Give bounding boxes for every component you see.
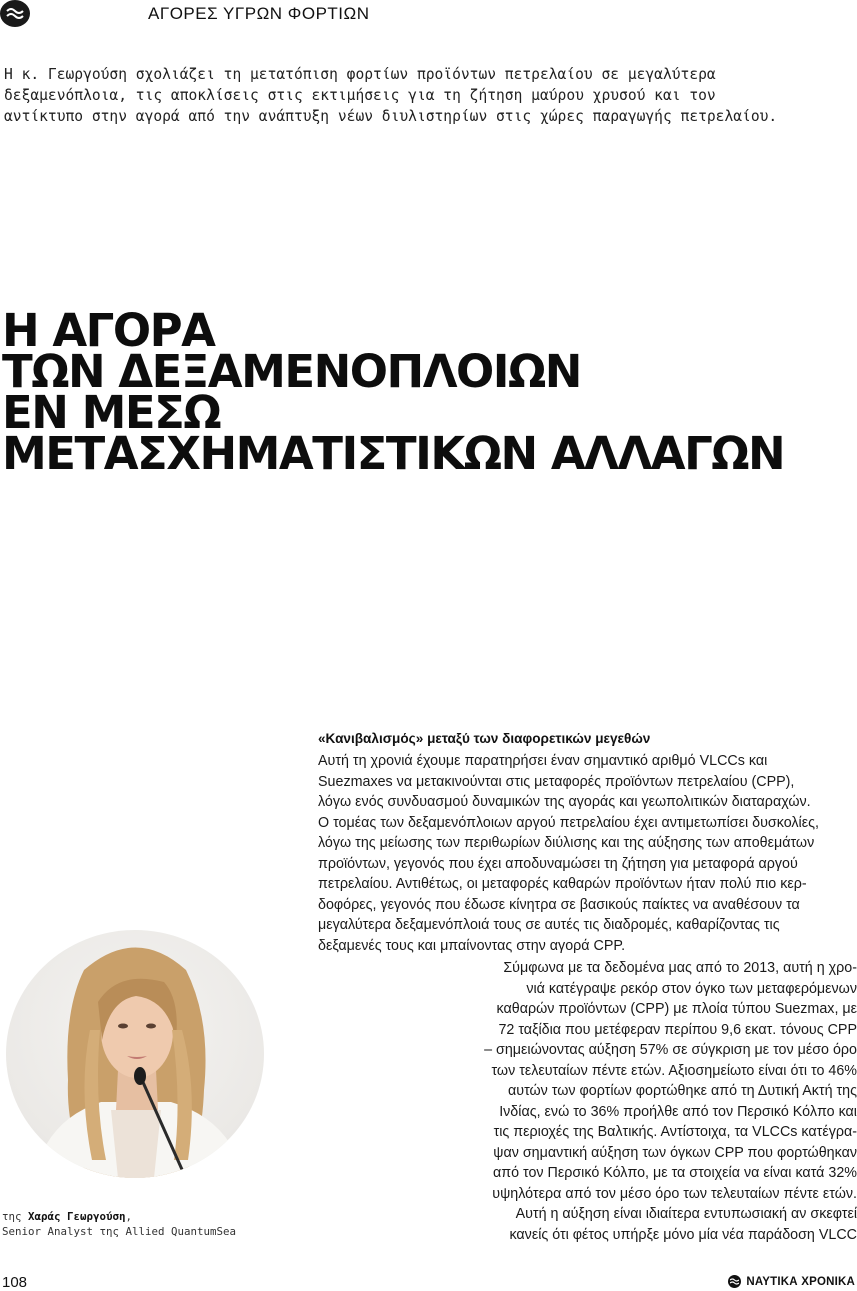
body-line: δεξαμενές τους και μπαίνοντας στην αγορά CPP.: [318, 937, 626, 954]
brand-name: ΝΑΥΤΙΚΑ ΧΡΟΝΙΚΑ: [746, 1275, 855, 1288]
article-subheading: «Κανιβαλισμός» μεταξύ των διαφορετικών μεγεθών: [318, 731, 651, 746]
author-role: Senior Analyst της Allied QuantumSea: [2, 1225, 237, 1238]
body-line: υψηλότερα από τον μέσο όρο των τελευταίων πέντε ετών.: [492, 1185, 857, 1202]
body-line: κανείς ότι φέτος υπήρξε μόνο μία νέα παράδοση VLCC: [509, 1226, 857, 1243]
body-line: 72 ταξίδια που μετέφεραν περίπου 9,6 εκατ. τόνους CPP: [498, 1021, 857, 1038]
body-line: Σύμφωνα με τα δεδομένα μας από το 2013, αυτή η χρο-: [503, 960, 857, 976]
headline-line: ΕΝ ΜΕΣΩ: [2, 386, 221, 439]
page-number: 108: [2, 1274, 28, 1291]
body-line: δοφόρες, γεγονός που έδωσε κίνητρα σε βασικούς παίκτες να αναθέσουν τα: [318, 896, 800, 913]
body-line: από τον Περσικό Κόλπο, με τα στοιχεία να είναι κατά 32%: [492, 1165, 857, 1181]
body-line: ψαν σημαντική αύξηση των όγκων CPP που φορτώθηκαν: [493, 1144, 857, 1161]
section-title: ΑΓΟΡΕΣ ΥΓΡΩΝ ΦΟΡΤΙΩΝ: [148, 4, 370, 23]
article-headline: [2, 304, 785, 480]
body-line: – σημειώνοντας αύξηση 57% σε σύγκριση με τον μέσο όρο: [484, 1042, 857, 1058]
headline-line: Η ΑΓΟΡΑ: [2, 304, 215, 357]
wave-logo-icon: [0, 0, 30, 27]
headline-line: ΜΕΤΑΣΧΗΜΑΤΙΣΤΙΚΩΝ ΑΛΛΑΓΩΝ: [2, 427, 785, 480]
author-name: Χαράς Γεωργούση: [28, 1210, 126, 1223]
wave-logo-icon: [728, 1275, 741, 1288]
body-line: τις περιοχές της Βαλτικής. Αντίστοιχα, τα VLCCs κατέγρα-: [493, 1124, 857, 1140]
headline-line: ΤΩΝ ΔΕΞΑΜΕΝΟΠΛΟΙΩΝ: [2, 345, 581, 398]
body-line: Αυτή τη χρονιά έχουμε παρατηρήσει έναν σημαντικό αριθμό VLCCs και: [318, 753, 768, 769]
footer-brand: [728, 1275, 855, 1288]
body-line: Suezmaxes να μετακινούνται στις μεταφορές προϊόντων πετρελαίου (CPP),: [318, 773, 795, 790]
article-body-column-1: [318, 751, 857, 956]
body-line: λόγω ενός συνδυασμού δυναμικών της αγοράς και γεωπολιτικών διαταραχών.: [318, 794, 811, 810]
body-line: των τελευταίων πέντε ετών. Αξιοσημείωτο είναι ότι το 46%: [491, 1062, 857, 1079]
body-line: προϊόντων, γεγονός που έχει αποδυναμώσει τη ζήτηση για μεταφορά αργού: [318, 855, 798, 872]
body-line: νιά κατέγραψε ρεκόρ στον όγκο των μεταφερόμενων: [526, 980, 857, 997]
body-line: Αυτή η αύξηση είναι ιδιαίτερα εντυπωσιακή αν σκεφτεί: [515, 1206, 857, 1222]
body-line: Ινδίας, ενώ το 36% προήλθε από τον Περσικό Κόλπο και: [499, 1103, 857, 1120]
body-line: μεγαλύτερα δεξαμενόπλοιά τους σε αυτές τις διαδρομές, καθαρίζοντας τις: [318, 917, 780, 933]
lead-line: δεξαμενόπλοια, τις αποκλίσεις στις εκτιμήσεις για τη ζήτηση μαύρου χρυσού και τον: [4, 87, 716, 104]
body-line: λόγω της μείωσης των περιθωρίων διύλισης και της αύξησης των αποθεμάτων: [318, 835, 815, 851]
body-line: αυτών των φορτίων φορτώθηκε από τη Δυτική Ακτή της: [507, 1083, 857, 1099]
body-line: Ο τομέας των δεξαμενόπλοιων αργού πετρελαίου έχει αντιμετωπίσει δυσκολίες,: [318, 814, 819, 831]
lead-line: αντίκτυπο στην αγορά από την ανάπτυξη νέων διυλιστηρίων στις χώρες παραγωγής πετρελαίου.: [4, 108, 778, 125]
body-line: καθαρών προϊόντων (CPP) με πλοία τύπου Suezmax, με: [496, 1001, 857, 1017]
body-line: πετρελαίου. Αντιθέτως, οι μεταφορές καθαρών προϊόντων ήταν πολύ πιο κερ-: [318, 876, 807, 892]
article-body-column-2: [457, 958, 857, 1245]
lead-paragraph: [4, 64, 856, 127]
author-portrait: [6, 930, 264, 1178]
byline-name-line: της Χαράς Γεωργούση,: [2, 1210, 133, 1223]
lead-line: Η κ. Γεωργούση σχολιάζει τη μετατόπιση φορτίων προϊόντων πετρελαίου σε μεγαλύτερα: [4, 66, 716, 83]
author-byline: [2, 1209, 236, 1239]
